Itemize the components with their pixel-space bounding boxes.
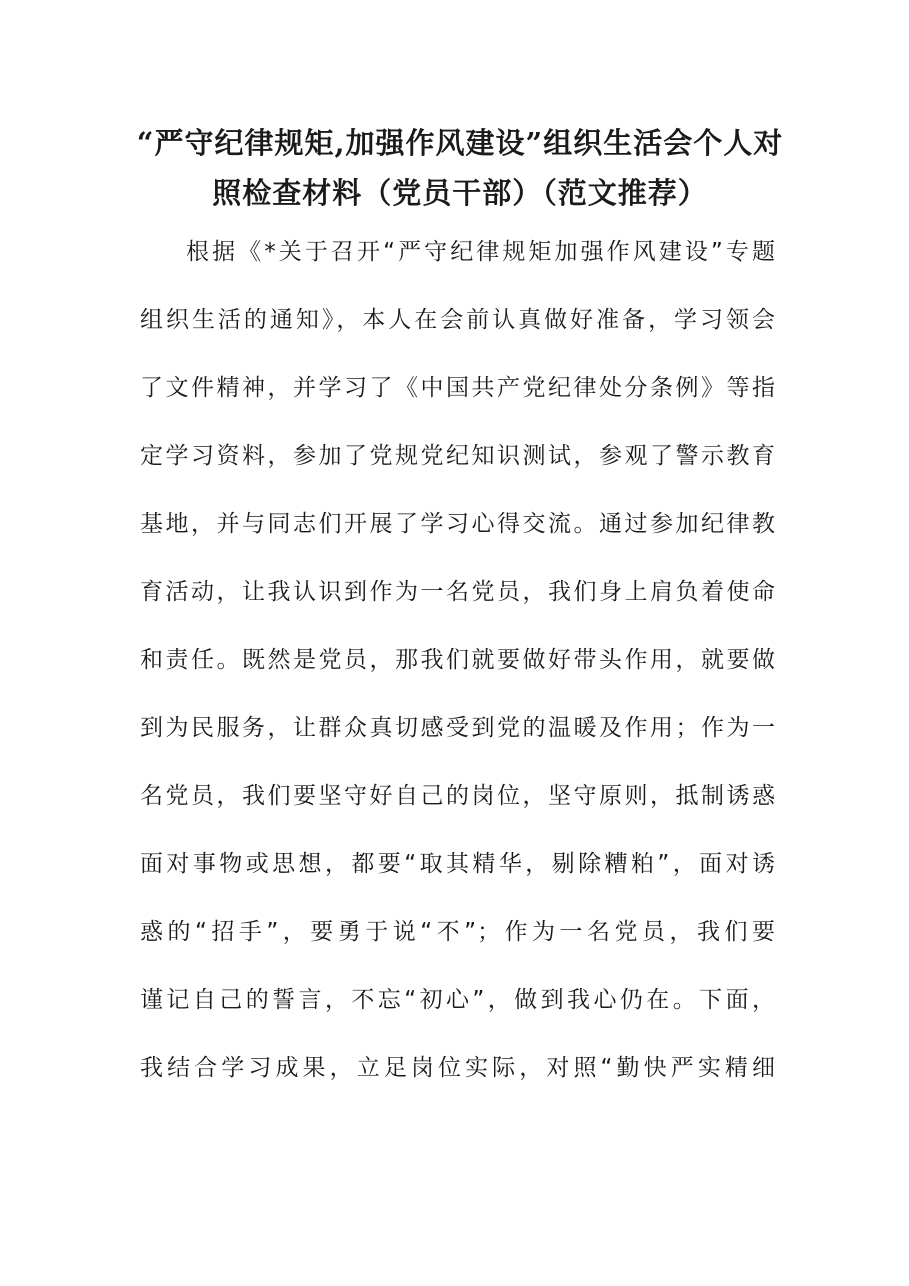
body-line-3: 了文件精神，并学习了《中国共产党纪律处分条例》等指 — [140, 375, 776, 401]
body-line-1: 根据《*关于召开“严守纪律规矩加强作风建设”专题 — [186, 239, 776, 265]
body-line-4: 定学习资料，参加了党规党纪知识测试，参观了警示教育 — [140, 443, 776, 469]
document-body — [140, 218, 776, 1102]
body-line-10: 面对事物或思想，都要“取其精华，剔除糟粕”，面对诱 — [140, 851, 776, 877]
body-line-13: 我结合学习成果，立足岗位实际，对照“勤快严实精细 — [140, 1055, 776, 1081]
body-line-11: 惑的“招手”，要勇于说“不”；作为一名党员，我们要 — [140, 919, 776, 945]
body-line-6: 育活动，让我认识到作为一名党员，我们身上肩负着使命 — [140, 579, 776, 605]
body-line-8: 到为民服务，让群众真切感受到党的温暖及作用；作为一 — [140, 715, 776, 741]
body-line-9: 名党员，我们要坚守好自己的岗位，坚守原则，抵制诱惑 — [140, 783, 776, 809]
title-line-2: 照检查材料（党员干部）（范文推荐） — [212, 176, 708, 210]
title-line-1: “严守纪律规矩,加强作风建设”组织生活会个人对 — [136, 126, 784, 160]
body-line-12: 谨记自己的誓言，不忘“初心”，做到我心仍在。下面， — [140, 987, 776, 1013]
document-title — [100, 118, 820, 218]
body-line-7: 和责任。既然是党员，那我们就要做好带头作用，就要做 — [140, 647, 776, 673]
body-line-2: 组织生活的通知》，本人在会前认真做好准备，学习领会 — [140, 307, 776, 333]
body-line-5: 基地，并与同志们开展了学习心得交流。通过参加纪律教 — [140, 511, 776, 537]
